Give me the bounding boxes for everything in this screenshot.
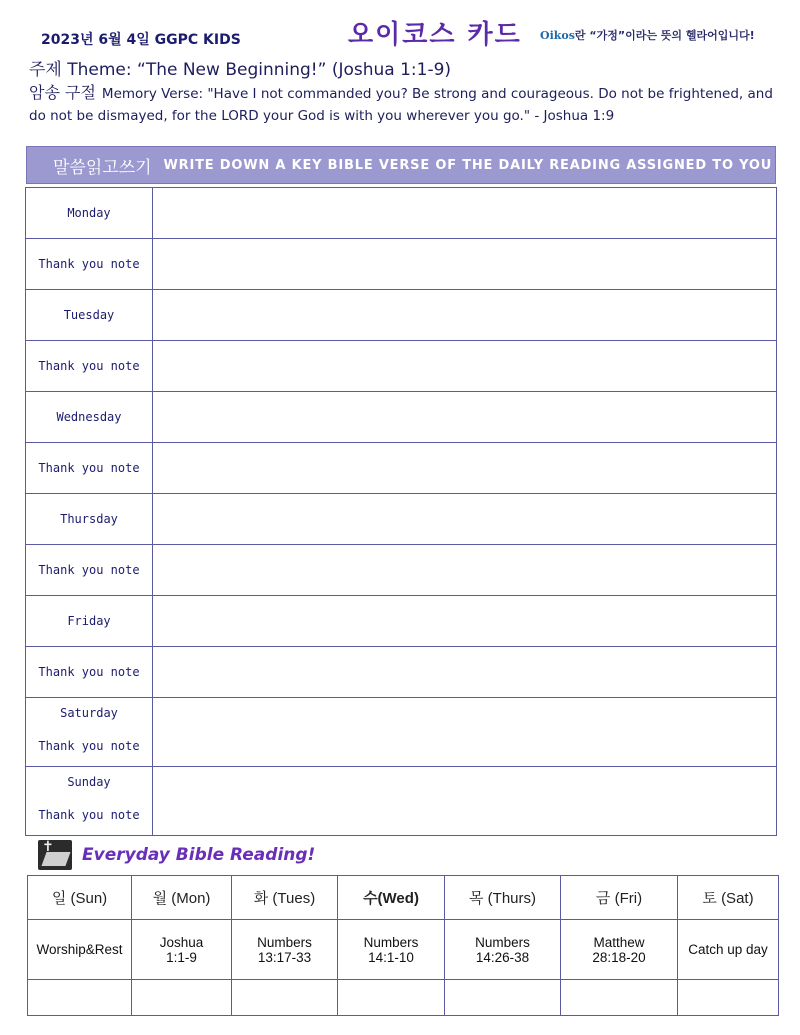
checkbox-cell[interactable] <box>132 980 232 1016</box>
table-row <box>26 392 777 443</box>
reading-verse: 14:26-38 <box>475 949 530 965</box>
checkbox-cell[interactable] <box>678 980 779 1016</box>
reading-book: Joshua <box>159 934 204 950</box>
reading-book: Matthew <box>593 934 645 950</box>
table-row <box>28 876 779 920</box>
card-title: 오이코스 카드 <box>348 20 522 50</box>
reading-text: Catch up day <box>688 942 768 957</box>
memory-label: 암송 구절 <box>29 83 96 102</box>
note-cell[interactable] <box>153 239 777 290</box>
table-row <box>26 290 777 341</box>
table-row <box>28 920 779 980</box>
day-label: Saturday <box>60 706 118 720</box>
reading-cell <box>28 920 132 980</box>
reading-verse: 1:1-9 <box>166 949 197 965</box>
day-header: 화 (Tues) <box>232 876 338 920</box>
day-header: 월 (Mon) <box>132 876 232 920</box>
note-cell[interactable] <box>153 647 777 698</box>
checkbox-cell[interactable] <box>338 980 445 1016</box>
verse-cell[interactable] <box>153 596 777 647</box>
bible-icon <box>38 840 72 870</box>
reading-title: Everyday Bible Reading! <box>82 845 316 865</box>
table-row <box>26 239 777 290</box>
day-pair-label <box>26 767 153 836</box>
daily-log-table <box>25 187 777 836</box>
table-row <box>26 596 777 647</box>
day-pair-label <box>26 698 153 767</box>
reading-cell <box>232 920 338 980</box>
day-header: 토 (Sat) <box>678 876 779 920</box>
note-cell[interactable] <box>153 698 777 767</box>
memory-text: Memory Verse: "Have I not commanded you? Be strong and courageous. Do not be frightened, and do not be dismayed, for the LORD your God is with you wherever you go." - Joshua 1:9 <box>29 86 773 124</box>
day-label: Thursday <box>26 494 153 545</box>
reading-book: Numbers <box>475 934 530 950</box>
thank-label: Thank you note <box>26 239 153 290</box>
day-header: 일 (Sun) <box>28 876 132 920</box>
day-label: Friday <box>26 596 153 647</box>
verse-cell[interactable] <box>153 392 777 443</box>
reading-book: Numbers <box>257 934 312 950</box>
day-header: 금 (Fri) <box>561 876 678 920</box>
table-row <box>26 545 777 596</box>
table-row <box>26 341 777 392</box>
thank-label: Thank you note <box>26 545 153 596</box>
day-label: Monday <box>26 188 153 239</box>
reading-cell <box>132 920 232 980</box>
checkbox-cell[interactable] <box>28 980 132 1016</box>
verse-cell[interactable] <box>153 494 777 545</box>
verse-cell[interactable] <box>153 290 777 341</box>
note-cell[interactable] <box>153 545 777 596</box>
day-label: Tuesday <box>26 290 153 341</box>
reading-text: Worship&Rest <box>36 942 123 957</box>
instruction-banner <box>26 146 776 184</box>
date-label: 2023년 6월 4일 GGPC KIDS <box>41 32 241 48</box>
oikos-note-text: 란 “가정”이라는 뜻의 헬라어입니다! <box>574 29 755 42</box>
table-row <box>26 767 777 836</box>
thank-label: Thank you note <box>26 341 153 392</box>
table-row <box>26 698 777 767</box>
reading-cell <box>338 920 445 980</box>
note-cell[interactable] <box>153 341 777 392</box>
note-cell[interactable] <box>153 767 777 836</box>
reading-verse: 28:18-20 <box>592 949 646 965</box>
checkbox-cell[interactable] <box>445 980 561 1016</box>
verse-cell[interactable] <box>153 188 777 239</box>
reading-header <box>38 840 315 870</box>
thank-label: Thank you note <box>38 808 140 822</box>
table-row <box>26 494 777 545</box>
reading-cell <box>561 920 678 980</box>
theme-line: 주제 Theme: “The New Beginning!” (Joshua 1:1-9) <box>29 60 452 80</box>
day-label: Wednesday <box>26 392 153 443</box>
day-label: Sunday <box>67 775 111 789</box>
reading-cell <box>678 920 779 980</box>
reading-verse: 14:1-10 <box>368 949 414 965</box>
banner-korean: 말씀읽고쓰기 <box>53 157 152 178</box>
table-row <box>26 188 777 239</box>
reading-book: Numbers <box>363 934 419 950</box>
thank-label: Thank you note <box>26 443 153 494</box>
day-header: 목 (Thurs) <box>445 876 561 920</box>
memory-verse <box>29 82 774 127</box>
table-row <box>26 443 777 494</box>
oikos-word: Oikos <box>540 29 575 42</box>
table-row <box>26 647 777 698</box>
note-cell[interactable] <box>153 443 777 494</box>
checkbox-cell[interactable] <box>561 980 678 1016</box>
day-header: 수(Wed) <box>338 876 445 920</box>
banner-english: WRITE DOWN A KEY BIBLE VERSE OF THE DAILY READING ASSIGNED TO YOU <box>163 157 773 173</box>
checkbox-cell[interactable] <box>232 980 338 1016</box>
reading-cell <box>445 920 561 980</box>
reading-verse: 13:17-33 <box>257 949 312 965</box>
thank-label: Thank you note <box>26 647 153 698</box>
thank-label: Thank you note <box>38 739 140 753</box>
table-row <box>28 980 779 1016</box>
oikos-note <box>540 27 755 43</box>
reading-schedule-table <box>27 875 779 1016</box>
